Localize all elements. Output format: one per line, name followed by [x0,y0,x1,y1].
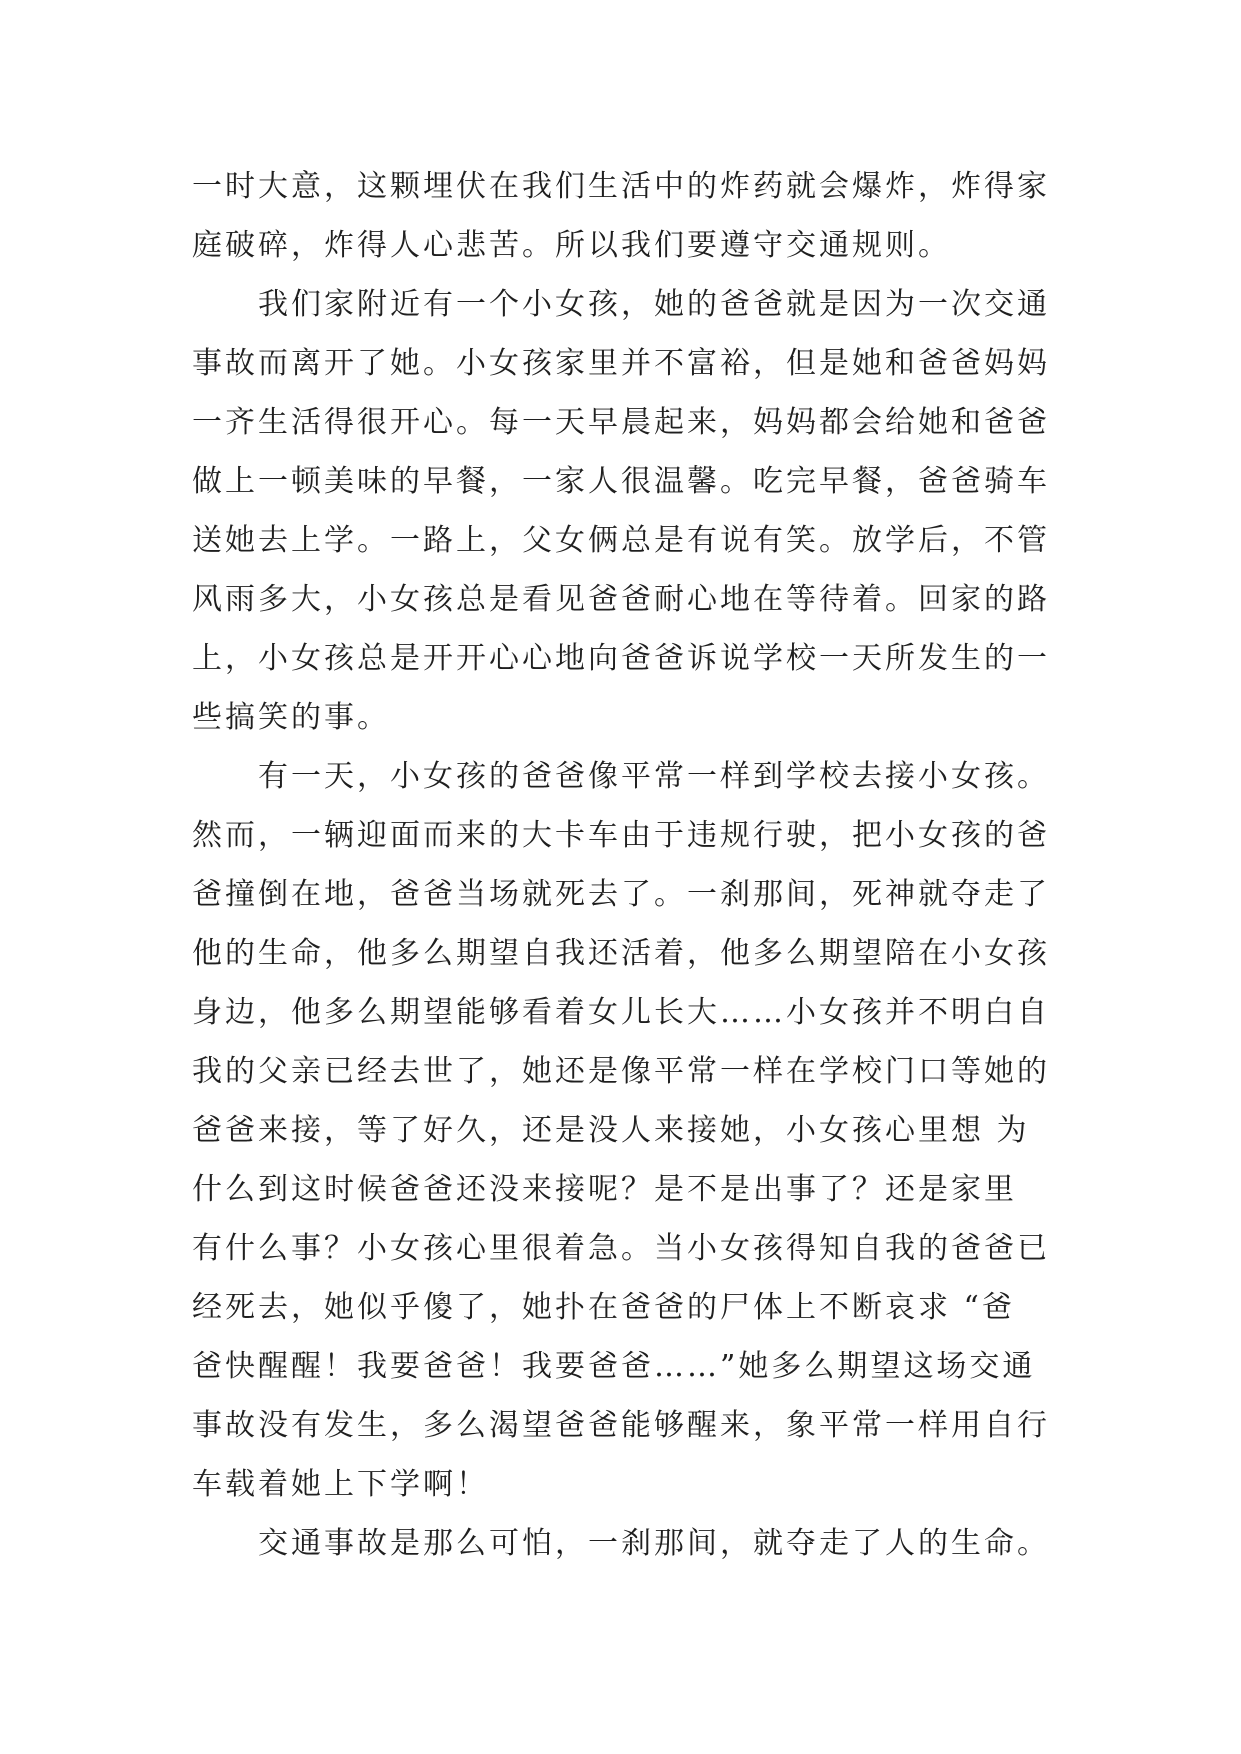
text-line: 些搞笑的事。 [192,700,390,735]
text-line: 一时大意，这颗埋伏在我们生活中的炸药就会爆炸，炸得家 [192,169,1050,204]
text-line: 有一天，小女孩的爸爸像平常一样到学校去接小女孩。 [192,759,1050,794]
text-line: 事故没有发生，多么渴望爸爸能够醒来，象平常一样用自行 [192,1408,1050,1443]
text-line: 事故而离开了她。小女孩家里并不富裕，但是她和爸爸妈妈 [192,346,1050,381]
text-line: 爸撞倒在地，爸爸当场就死去了。一刹那间，死神就夺走了 [192,877,1050,912]
text-line: 身边，他多么期望能够看着女儿长大……小女孩并不明白自 [192,995,1050,1030]
text-line: 做上一顿美味的早餐，一家人很温馨。吃完早餐，爸爸骑车 [192,464,1050,499]
text-line: 上，小女孩总是开开心心地向爸爸诉说学校一天所发生的一 [192,641,1050,676]
text-line: 我的父亲已经去世了，她还是像平常一样在学校门口等她的 [192,1054,1050,1089]
text-line: 爸快醒醒！我要爸爸！我要爸爸……”她多么期望这场交通 [192,1349,1036,1384]
text-line: 爸爸来接，等了好久，还是没人来接她，小女孩心里想 为 [192,1113,1030,1148]
text-line: 一齐生活得很开心。每一天早晨起来，妈妈都会给她和爸爸 [192,405,1050,440]
text-line: 什么到这时候爸爸还没来接呢？是不是出事了？还是家里 [192,1172,1017,1207]
text-line: 车载着她上下学啊！ [192,1467,489,1502]
text-line: 经死去，她似乎傻了，她扑在爸爸的尸体上不断哀求 “爸 [192,1290,1015,1325]
text-line: 交通事故是那么可怕，一刹那间，就夺走了人的生命。 [192,1526,1050,1561]
text-line: 我们家附近有一个小女孩，她的爸爸就是因为一次交通 [192,287,1050,322]
body-text [192,157,1072,1573]
text-line: 风雨多大，小女孩总是看见爸爸耐心地在等待着。回家的路 [192,582,1050,617]
text-line: 庭破碎，炸得人心悲苦。所以我们要遵守交通规则。 [192,228,951,263]
text-line: 有什么事？小女孩心里很着急。当小女孩得知自我的爸爸已 [192,1231,1050,1266]
text-line: 然而，一辆迎面而来的大卡车由于违规行驶，把小女孩的爸 [192,818,1050,853]
text-line: 送她去上学。一路上，父女俩总是有说有笑。放学后，不管 [192,523,1050,558]
text-line: 他的生命，他多么期望自我还活着，他多么期望陪在小女孩 [192,936,1050,971]
